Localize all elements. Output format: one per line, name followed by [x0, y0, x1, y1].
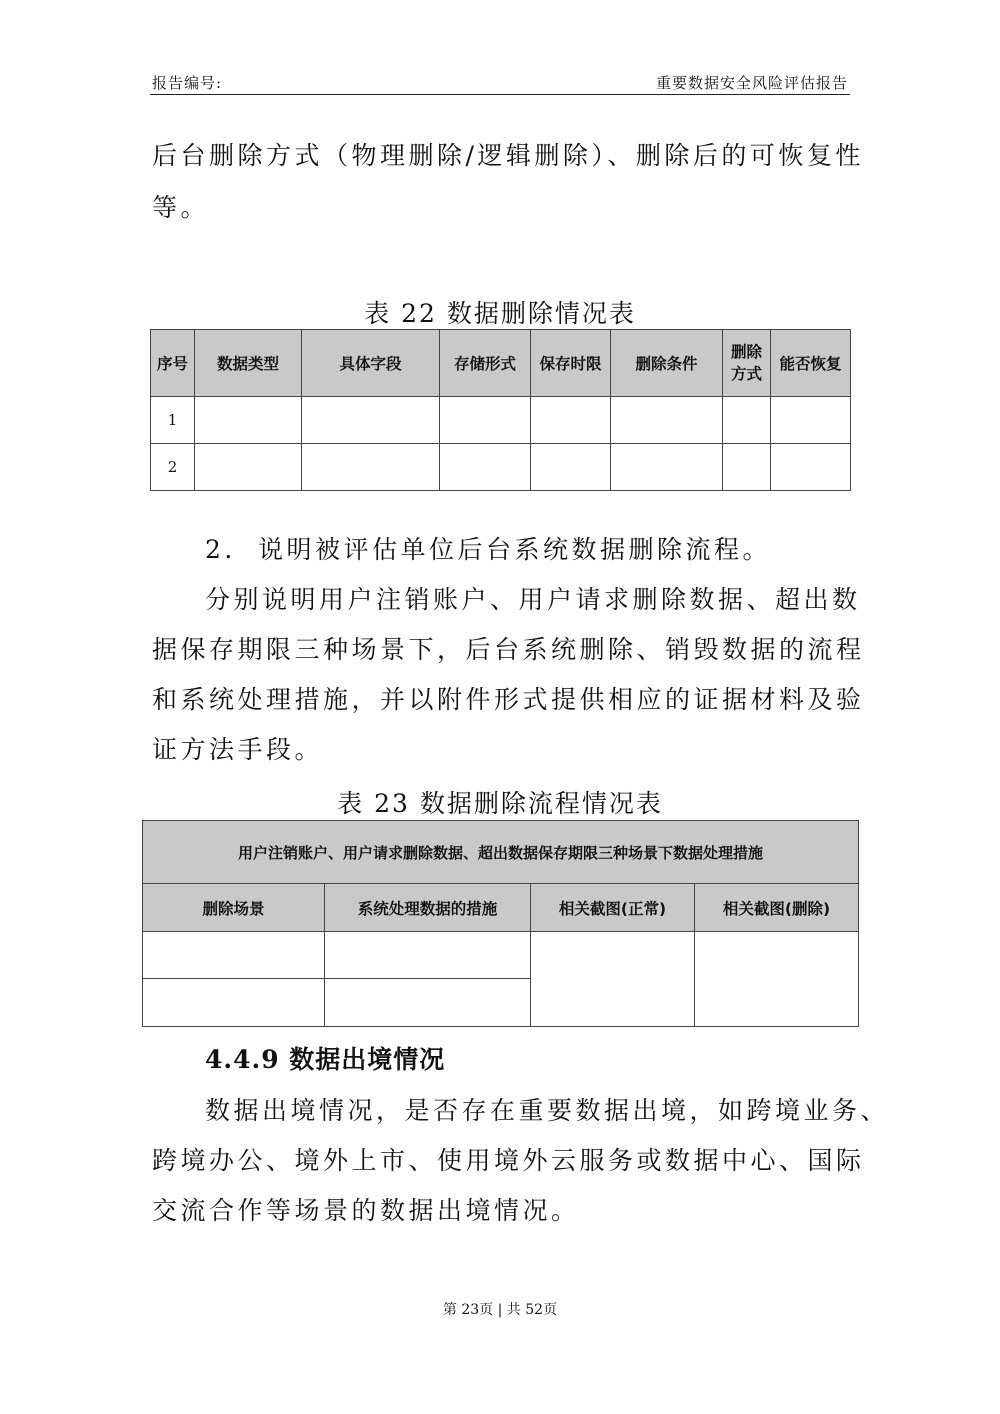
header-cell-deletion-scenario: 删除场景 [143, 884, 325, 932]
table-cell [325, 932, 531, 979]
table-cell [611, 444, 723, 491]
header-cell-storage-form: 存储形式 [440, 330, 531, 397]
header-cell-deletion-condition: 删除条件 [611, 330, 723, 397]
section-line-1: 数据出境情况，是否存在重要数据出境，如跨境业务、 [205, 1096, 890, 1125]
header-cell-screenshot-normal: 相关截图(正常) [531, 884, 695, 932]
table-23-header-row [143, 884, 859, 932]
page-number: 第 23页 | 共 52页 [442, 1302, 558, 1318]
header-cell-fields: 具体字段 [302, 330, 440, 397]
table-cell [143, 932, 325, 979]
item-2-line-3: 和系统处理措施，并以附件形式提供相应的证据材料及验 [152, 685, 865, 714]
table-23-title-cell: 用户注销账户、用户请求删除数据、超出数据保存期限三种场景下数据处理措施 [143, 821, 859, 884]
table-cell [771, 444, 851, 491]
section-line-3: 交流合作等场景的数据出境情况。 [152, 1196, 580, 1225]
table-cell [771, 397, 851, 444]
table-cell [440, 397, 531, 444]
table-row [151, 444, 851, 491]
table-22-data-deletion [150, 329, 851, 491]
table-23-caption: 表 23 数据删除流程情况表 [337, 789, 663, 818]
header-cell-screenshot-deleted: 相关截图(删除) [695, 884, 859, 932]
item-2-line-1: 分别说明用户注销账户、用户请求删除数据、超出数 [205, 585, 861, 614]
header-divider [150, 94, 850, 95]
item-2-line-2: 据保存期限三种场景下，后台系统删除、销毁数据的流程 [152, 635, 865, 664]
item-2-title: 说明被评估单位后台系统数据删除流程。 [258, 535, 772, 564]
section-heading: 4.4.9 数据出境情况 [205, 1045, 446, 1074]
item-2-number: 2. [205, 535, 236, 564]
table-cell-merged [531, 932, 695, 1027]
table-cell [531, 397, 611, 444]
table-23-title-row [143, 821, 859, 884]
table-cell [440, 444, 531, 491]
section-line-2: 跨境办公、境外上市、使用境外云服务或数据中心、国际 [152, 1146, 865, 1175]
table-cell [531, 444, 611, 491]
table-cell [723, 444, 771, 491]
item-2-line-4: 证方法手段。 [152, 735, 324, 764]
table-row [143, 932, 859, 979]
table-cell-merged [695, 932, 859, 1027]
header-cell-retention: 保存时限 [531, 330, 611, 397]
header-cell-index: 序号 [151, 330, 195, 397]
table-cell [195, 444, 302, 491]
header-cell-deletion-method [723, 330, 771, 397]
table-cell [302, 397, 440, 444]
table-23-deletion-process [142, 820, 859, 1027]
table-22-header-row [151, 330, 851, 397]
intro-line-1: 后台删除方式（物理删除/逻辑删除）、删除后的可恢复性 [152, 141, 864, 170]
table-22-caption: 表 22 数据删除情况表 [364, 299, 636, 328]
table-cell [723, 397, 771, 444]
table-cell [325, 979, 531, 1027]
table-cell [143, 979, 325, 1027]
header-cell-deletion-method-line2: 方式 [730, 365, 762, 383]
report-title: 重要数据安全风险评估报告 [655, 74, 848, 92]
table-cell [302, 444, 440, 491]
row-index-cell: 1 [151, 397, 195, 444]
header-cell-deletion-method-line1: 删除 [730, 343, 762, 361]
table-cell [611, 397, 723, 444]
header-cell-system-measures: 系统处理数据的措施 [325, 884, 531, 932]
intro-line-2: 等。 [152, 193, 210, 222]
report-number-label: 报告编号: [152, 74, 223, 92]
row-index-cell: 2 [151, 444, 195, 491]
header-cell-data-type: 数据类型 [195, 330, 302, 397]
header-cell-recoverable: 能否恢复 [771, 330, 851, 397]
table-cell [195, 397, 302, 444]
table-row [151, 397, 851, 444]
